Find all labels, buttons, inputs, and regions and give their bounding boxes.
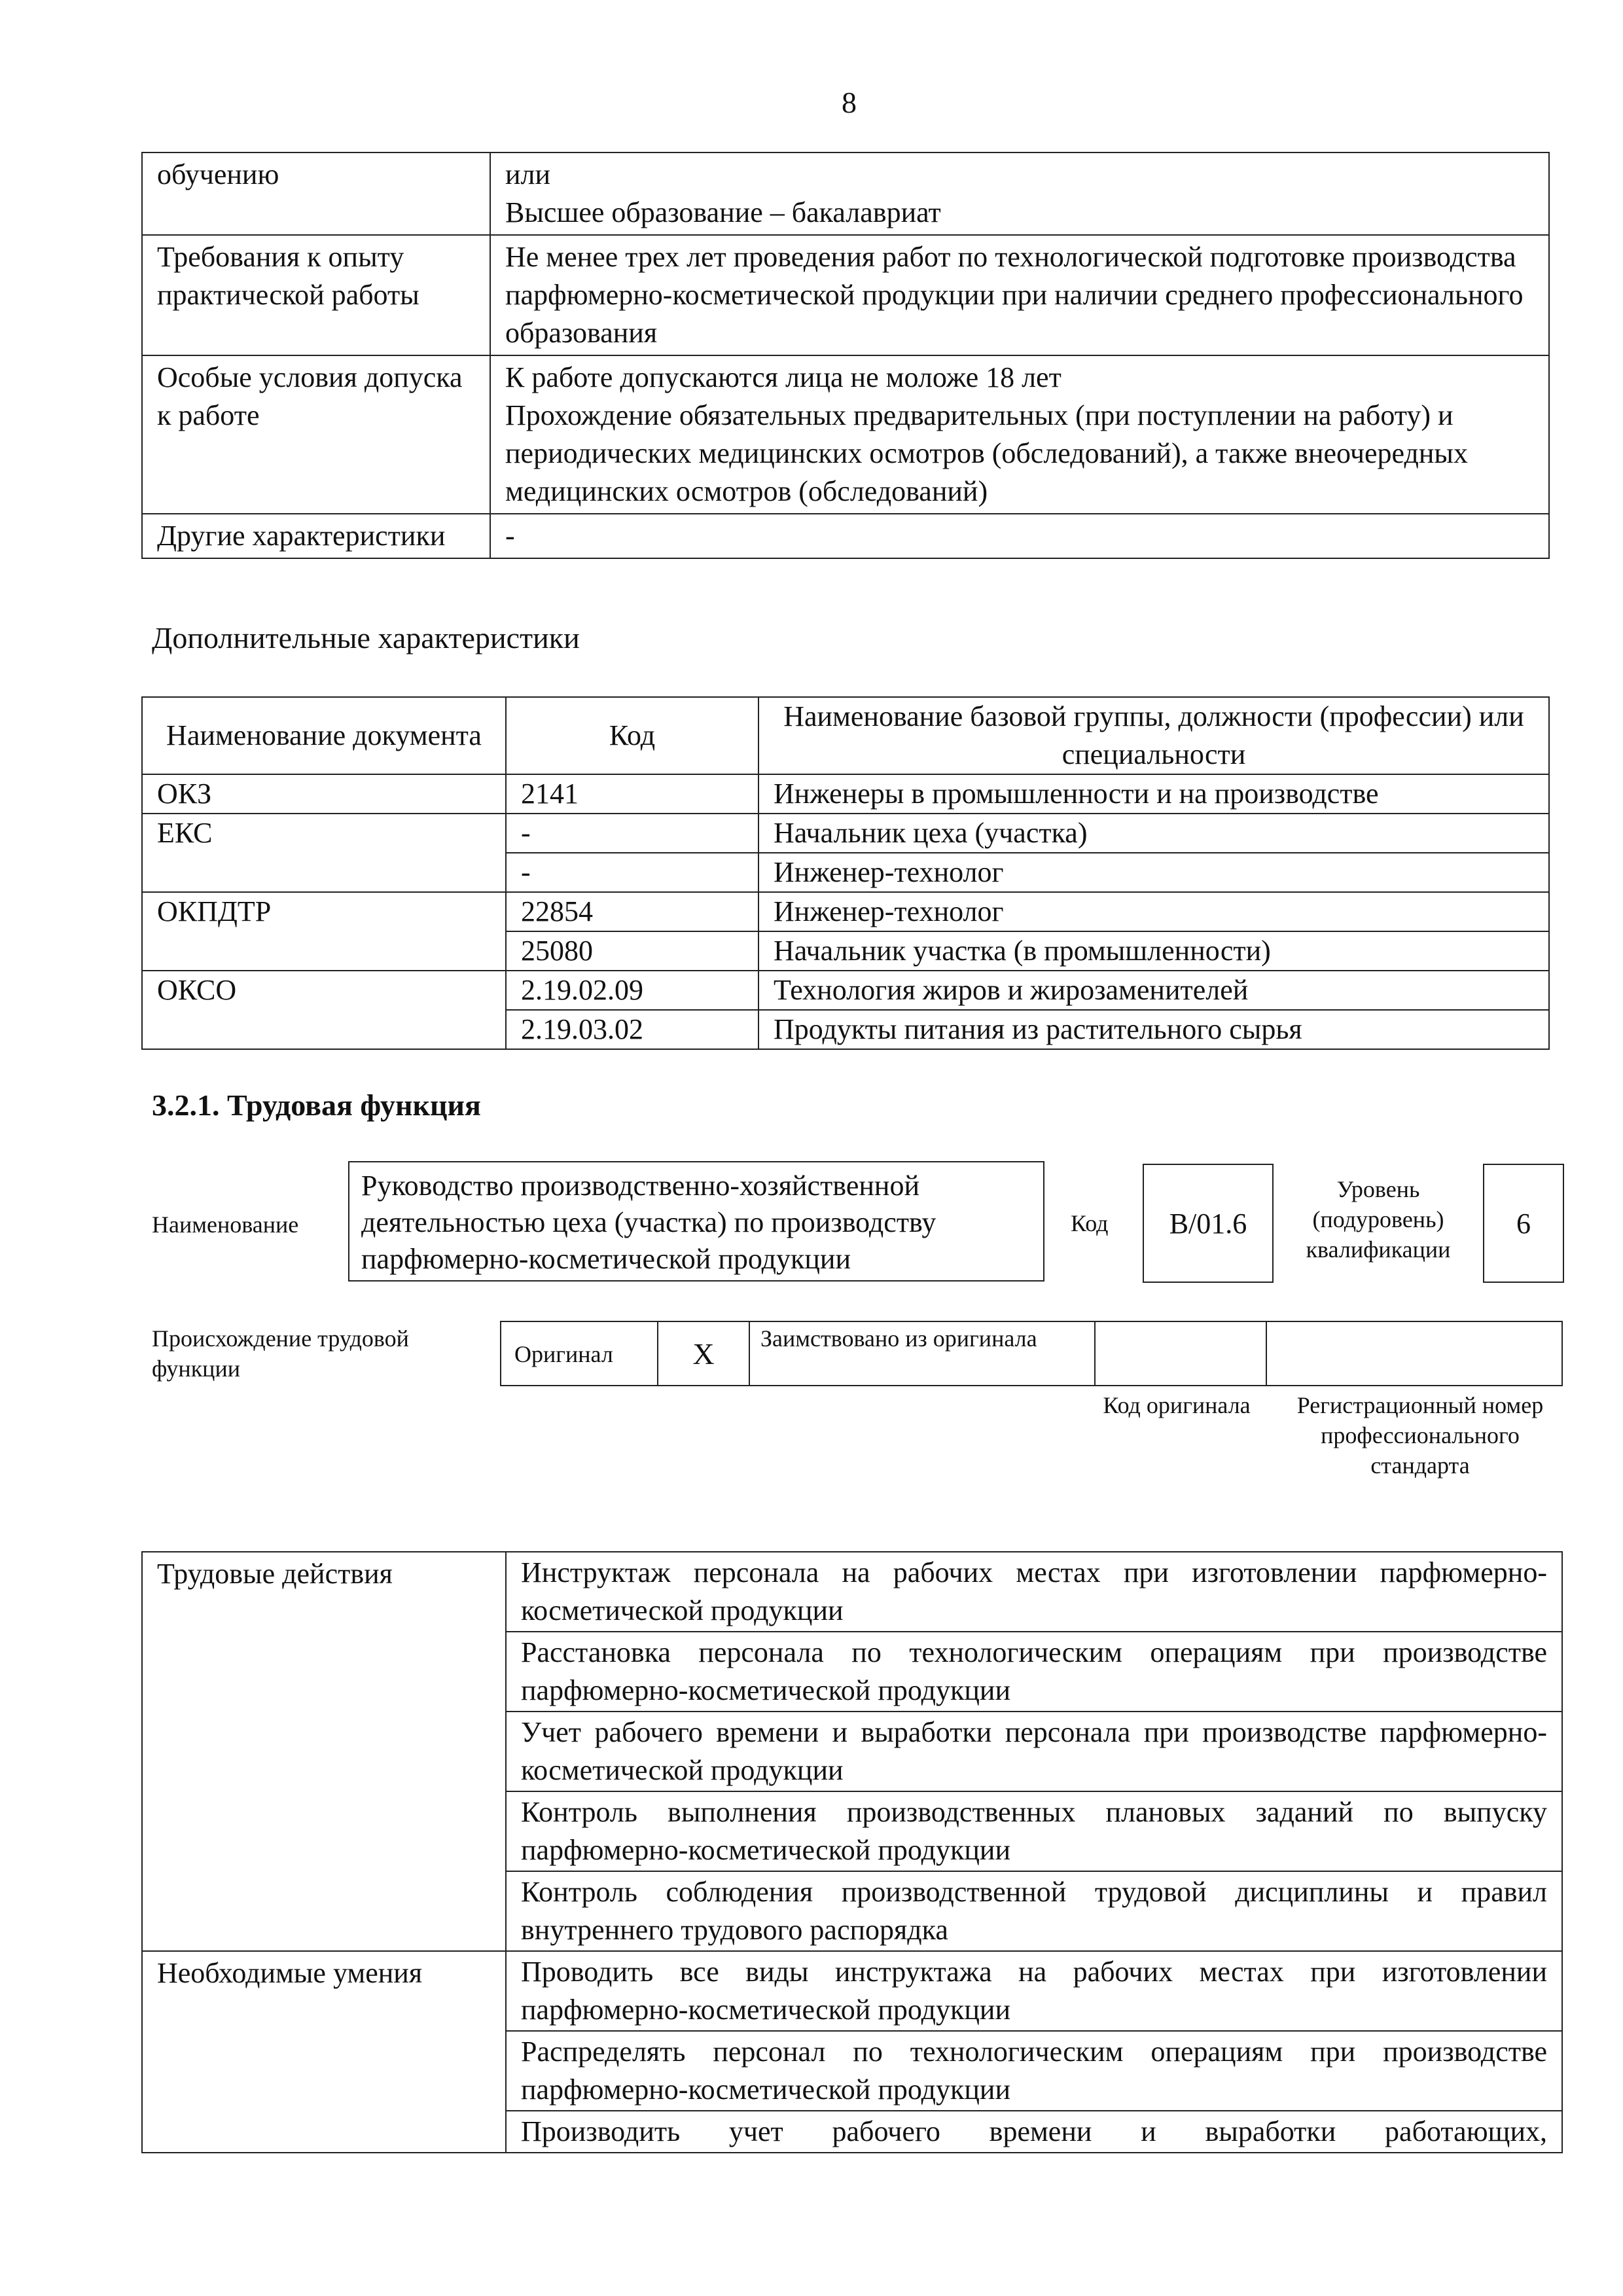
section-heading: Дополнительные характеристики xyxy=(152,621,580,655)
original-code-cell xyxy=(1096,1322,1267,1385)
code-cell: 25080 xyxy=(506,931,758,971)
row-label: Требования к опыту практической работы xyxy=(142,235,490,355)
column-header: Наименование документа xyxy=(142,697,506,774)
name-cell: Продукты питания из растительного сырья xyxy=(758,1010,1549,1049)
column-header: Код xyxy=(506,697,758,774)
row-label: Трудовые действия xyxy=(142,1552,506,1951)
value-line: - xyxy=(505,520,515,552)
actions-table xyxy=(141,1551,1563,2153)
name-cell: Начальник цеха (участка) xyxy=(758,814,1549,853)
name-cell: Инженеры в промышленности и на производстве xyxy=(758,774,1549,814)
action-cell: Расстановка персонала по технологическим операциям при производстве парфюмерно-косметической продукции xyxy=(506,1632,1562,1712)
value-line: Высшее образование – бакалавриат xyxy=(505,196,941,228)
value-line: Прохождение обязательных предварительных (при поступлении на работу) и периодических медицинских осмотров (обследований), а также внеочередных медицинских осмотров (обследований) xyxy=(505,399,1468,507)
name-cell: Инженер-технолог xyxy=(758,853,1549,892)
table-row xyxy=(142,774,1549,814)
borrowed-label-cell: Заимствовано из оригинала xyxy=(750,1322,1096,1385)
skill-cell: Проводить все виды инструктажа на рабочих местах при изготовлении парфюмерно-косметической продукции xyxy=(506,1951,1562,2031)
column-header: Наименование базовой группы, должности (профессии) или специальности xyxy=(758,697,1549,774)
table-row xyxy=(142,152,1549,235)
action-cell: Учет рабочего времени и выработки персонала при производстве парфюмерно-косметической продукции xyxy=(506,1712,1562,1791)
value-line: К работе допускаются лица не моложе 18 лет xyxy=(505,361,1061,393)
doc-cell: ЕКС xyxy=(142,814,506,892)
table-row xyxy=(142,355,1549,514)
requirements-table xyxy=(141,152,1550,559)
row-value xyxy=(490,152,1549,235)
code-cell: 22854 xyxy=(506,892,758,931)
row-label: Другие характеристики xyxy=(142,514,490,558)
skill-cell: Распределять персонал по технологическим операциям при производстве парфюмерно-косметической продукции xyxy=(506,2031,1562,2111)
name-label: Наименование xyxy=(152,1211,299,1238)
caption-original-code: Код оригинала xyxy=(1103,1392,1251,1418)
code-cell: 2.19.02.09 xyxy=(506,971,758,1010)
caption-registration-number: Регистрационный номер профессионального стандарта xyxy=(1296,1392,1544,1479)
row-value xyxy=(490,514,1549,558)
table-row xyxy=(142,1951,1562,2031)
original-label-cell: Оригинал xyxy=(501,1322,658,1385)
function-name-box: Руководство производственно-хозяйственной деятельностью цеха (участка) по производству парфюмерно-косметической продукции xyxy=(348,1161,1044,1282)
table-header-row xyxy=(142,697,1549,774)
table-row xyxy=(142,235,1549,355)
table-row xyxy=(142,814,1549,853)
table-row xyxy=(142,514,1549,558)
code-cell: 2141 xyxy=(506,774,758,814)
code-cell: - xyxy=(506,814,758,853)
table-row xyxy=(142,1552,1562,1632)
value-line: или xyxy=(505,158,551,190)
skill-cell: Производить учет рабочего времени и выработки работающих, xyxy=(506,2111,1562,2153)
name-cell: Инженер-технолог xyxy=(758,892,1549,931)
table-row xyxy=(142,892,1549,931)
original-mark-cell: X xyxy=(658,1322,750,1385)
name-cell: Начальник участка (в промышленности) xyxy=(758,931,1549,971)
row-label: Особые условия допуска к работе xyxy=(142,355,490,514)
action-cell: Контроль выполнения производственных плановых заданий по выпуску парфюмерно-косметической продукции xyxy=(506,1791,1562,1871)
code-cell: 2.19.03.02 xyxy=(506,1010,758,1049)
row-value xyxy=(490,235,1549,355)
doc-cell: ОКЗ xyxy=(142,774,506,814)
code-cell: - xyxy=(506,853,758,892)
code-label: Код xyxy=(1071,1210,1109,1236)
row-value xyxy=(490,355,1549,514)
action-cell: Контроль соблюдения производственной трудовой дисциплины и правил внутреннего трудового распорядка xyxy=(506,1871,1562,1951)
row-label: обучению xyxy=(142,152,490,235)
doc-cell: ОКСО xyxy=(142,971,506,1049)
origin-label: Происхождение трудовой функции xyxy=(152,1325,409,1382)
additional-characteristics-table xyxy=(141,696,1550,1050)
name-cell: Технология жиров и жирозаменителей xyxy=(758,971,1549,1010)
table-row xyxy=(142,971,1549,1010)
origin-row xyxy=(500,1321,1563,1386)
row-label: Необходимые умения xyxy=(142,1951,506,2153)
action-cell: Инструктаж персонала на рабочих местах при изготовлении парфюмерно-косметической продукции xyxy=(506,1552,1562,1632)
function-title: 3.2.1. Трудовая функция xyxy=(152,1088,481,1122)
value-line: Не менее трех лет проведения работ по технологической подготовке производства парфюмерно-косметической продукции при наличии среднего профессионального образования xyxy=(505,241,1524,349)
page-number: 8 xyxy=(842,86,857,119)
level-label: Уровень (подуровень) квалификации xyxy=(1306,1176,1451,1263)
level-value-box: 6 xyxy=(1483,1164,1564,1283)
doc-cell: ОКПДТР xyxy=(142,892,506,971)
function-code-box: B/01.6 xyxy=(1143,1164,1274,1283)
